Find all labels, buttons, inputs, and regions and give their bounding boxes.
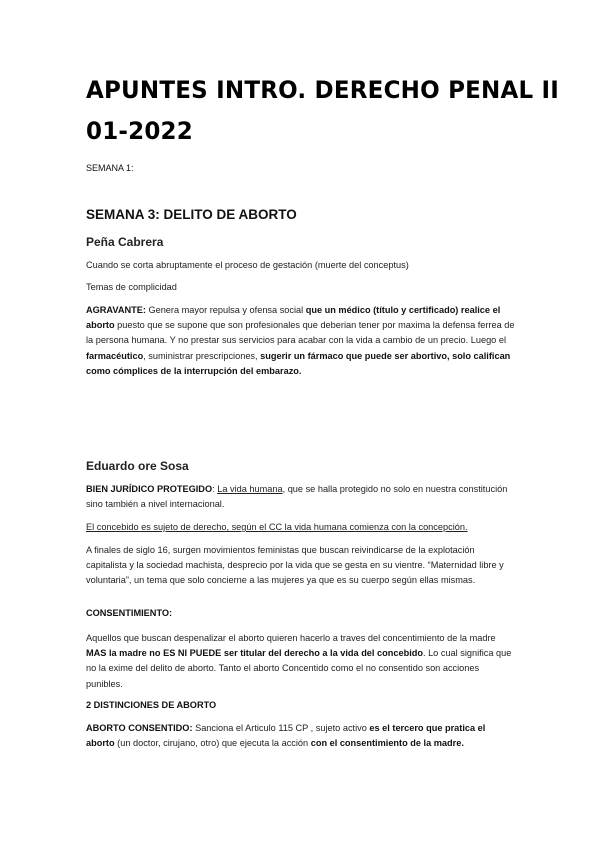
document-title: APUNTES INTRO. DERECHO PENAL II [86,77,560,105]
paragraph-concebido: El concebido es sujeto de derecho, según el CC la vida humana comienza con la concepción. [86,522,468,532]
semana-3-heading: SEMANA 3: DELITO DE ABORTO [86,207,297,222]
consentimiento-label: CONSENTIMIENTO: [86,608,173,618]
distinciones-heading: 2 DISTINCIONES DE ABORTO [86,700,217,710]
semana-1-label: SEMANA 1: [86,163,134,173]
agravante-label: AGRAVANTE: [86,305,146,315]
document-date: 01-2022 [86,118,193,146]
paragraph-complicidad: Temas de complicidad [86,282,177,292]
paragraph-agravante: AGRAVANTE: Genera mayor repulsa y ofensa social que un médico (título y certificado) realice el aborto puesto que se supone que son profesionales que deberian tener por maxima la defensa ferrea de la persona humana. Y no prestar sus servicios para acabar con la vida a cambio de un precio. Luego el farmacéutico, suministrar prescripciones, sugerir un fármaco que puede ser abortivo, solo califican como cómplices de la interrupción del embarazo. [86,305,515,376]
author-eduardo-ore-sosa: Eduardo ore Sosa [86,459,189,473]
paragraph-gestacion: Cuando se corta abruptamente el proceso de gestación (muerte del conceptus) [86,260,409,270]
paragraph-consentimiento: Aquellos que buscan despenalizar el aborto quieren hacerlo a traves del concentimiento de la madre MAS la madre no ES NI PUEDE ser titular del derecho a la vida del concebido. Lo cual significa que no la exime del delito de aborto. Tanto el aborto Concentido como el no consentido son acciones punibles. [86,633,512,689]
paragraph-bien-juridico: BIEN JURÍDICO PROTEGIDO: La vida humana, que se halla protegido no solo en nuestra constitución sino también a nivel internacional. [86,484,508,510]
paragraph-movimientos-feministas: A finales de siglo 16, surgen movimientos feministas que buscan reivindicarse de la explotación capitalista y la sociedad machista, desprecio por la vida que se gesta en su vientre. “Maternidad libre y voluntaria”, un tema que solo concierne a las mujeres ya que es su cuerpo según ellas mismas. [86,545,504,586]
author-pena-cabrera: Peña Cabrera [86,235,164,249]
aborto-consentido-label: ABORTO CONSENTIDO: [86,723,193,733]
paragraph-aborto-consentido: ABORTO CONSENTIDO: Sanciona el Articulo 115 CP , sujeto activo es el tercero que pratica el aborto (un doctor, cirujano, otro) que ejecuta la acción con el consentimiento de la madre. [86,723,486,749]
bien-juridico-label: BIEN JURÍDICO PROTEGIDO [86,484,213,494]
